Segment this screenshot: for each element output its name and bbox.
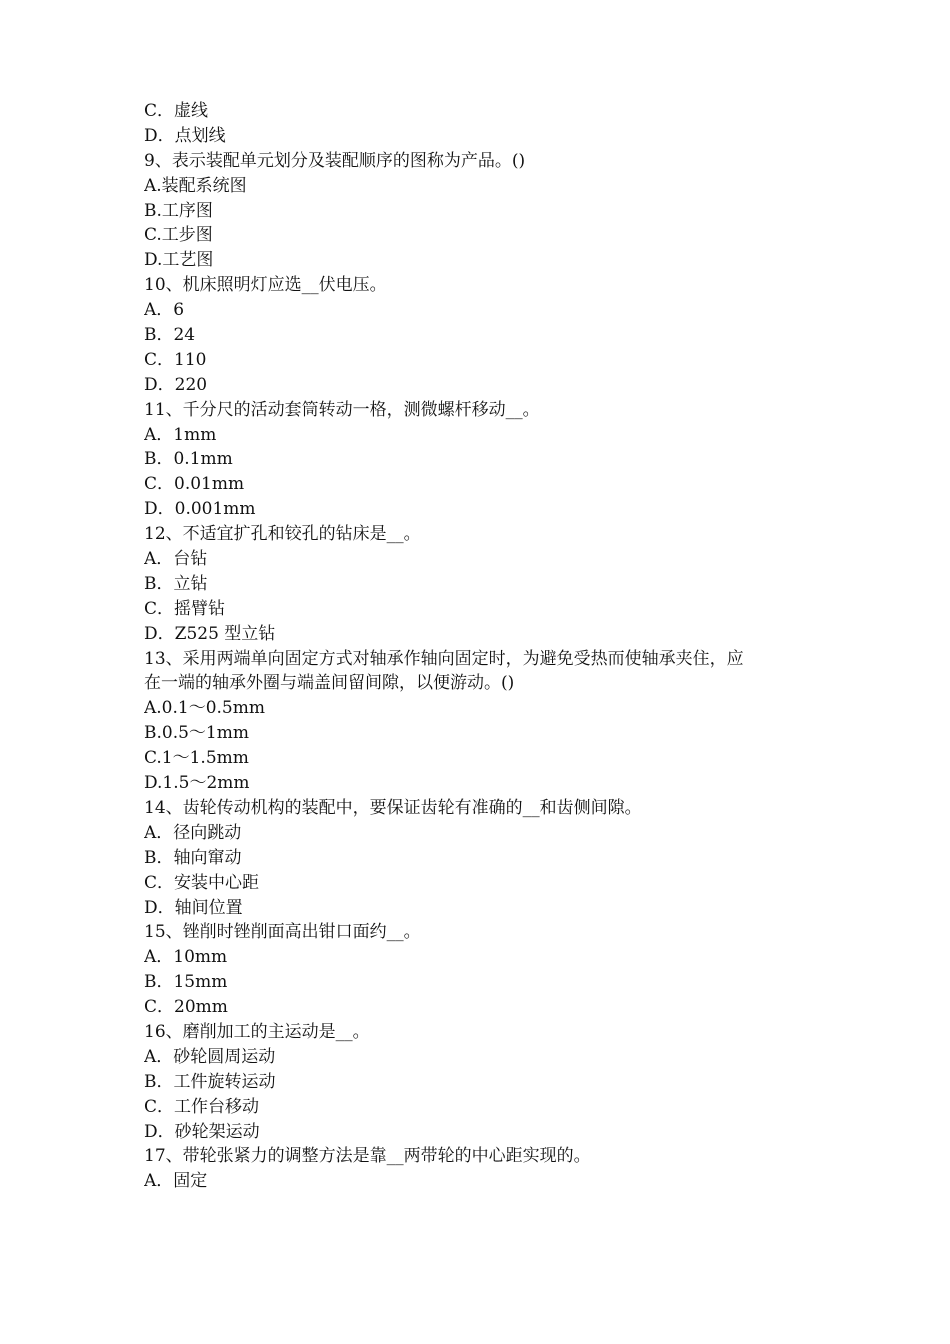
option-text: A．1mm [144, 424, 217, 445]
text-line: D．点划线 [144, 125, 226, 146]
question-text: 14、齿轮传动机构的装配中，要保证齿轮有准确的__和齿侧间隙。 [144, 797, 642, 818]
option-text: A．固定 [144, 1171, 208, 1192]
question-text: 9、表示装配单元划分及装配顺序的图称为产品。() [144, 150, 526, 171]
option-text: B．24 [144, 325, 196, 346]
option-text: A．砂轮圆周运动 [144, 1046, 276, 1067]
option-text: A．台钻 [144, 549, 208, 570]
option-text: A．径向跳动 [144, 822, 242, 843]
question-text: 13、采用两端单向固定方式对轴承作轴向固定时，为避免受热而使轴承夹住，应 [144, 648, 744, 669]
question-text: 17、带轮张紧力的调整方法是靠__两带轮的中心距实现的。 [144, 1146, 591, 1167]
option-text: A．6 [144, 300, 185, 321]
option-text: D.1.5～2mm [144, 773, 250, 794]
option-text: B．工件旋转运动 [144, 1071, 276, 1092]
document-page [144, 99, 824, 1194]
question-text: 11、千分尺的活动套筒转动一格，测微螺杆移动__。 [144, 399, 540, 420]
question-text: 12、不适宜扩孔和铰孔的钻床是__。 [144, 524, 421, 545]
option-text: D．轴间位置 [144, 897, 243, 918]
option-text: D．220 [144, 374, 208, 395]
option-text: B．0.1mm [144, 449, 233, 470]
question-text: 16、磨削加工的主运动是__。 [144, 1021, 370, 1042]
option-text: A.0.1～0.5mm [144, 698, 265, 719]
option-text: B．15mm [144, 972, 228, 993]
question-text: 15、锉削时锉削面高出钳口面约__。 [144, 922, 421, 943]
option-text: B．立钻 [144, 573, 208, 594]
option-text: D．Z525 型立钻 [144, 623, 276, 644]
option-text: C．摇臂钻 [144, 598, 226, 619]
option-text: C．工作台移动 [144, 1096, 260, 1117]
option-text: B.工序图 [144, 200, 213, 221]
option-text: C．安装中心距 [144, 872, 260, 893]
question-text: 10、机床照明灯应选__伏电压。 [144, 275, 387, 296]
option-text: D．砂轮架运动 [144, 1121, 260, 1142]
option-text: D．0.001mm [144, 499, 256, 520]
option-text: C.工步图 [144, 225, 213, 246]
option-text: B.0.5～1mm [144, 723, 249, 744]
option-text: C．110 [144, 349, 207, 370]
option-text: A.装配系统图 [144, 175, 247, 196]
text-line: C．虚线 [144, 101, 209, 121]
option-text: D.工艺图 [144, 250, 214, 271]
option-text: C.1～1.5mm [144, 748, 249, 769]
question-text-continued: 在一端的轴承外圈与端盖间留间隙，以便游动。() [144, 673, 515, 694]
option-text: B．轴向窜动 [144, 847, 242, 868]
option-text: C．0.01mm [144, 474, 245, 495]
option-text: A．10mm [144, 947, 228, 968]
option-text: C．20mm [144, 997, 228, 1018]
